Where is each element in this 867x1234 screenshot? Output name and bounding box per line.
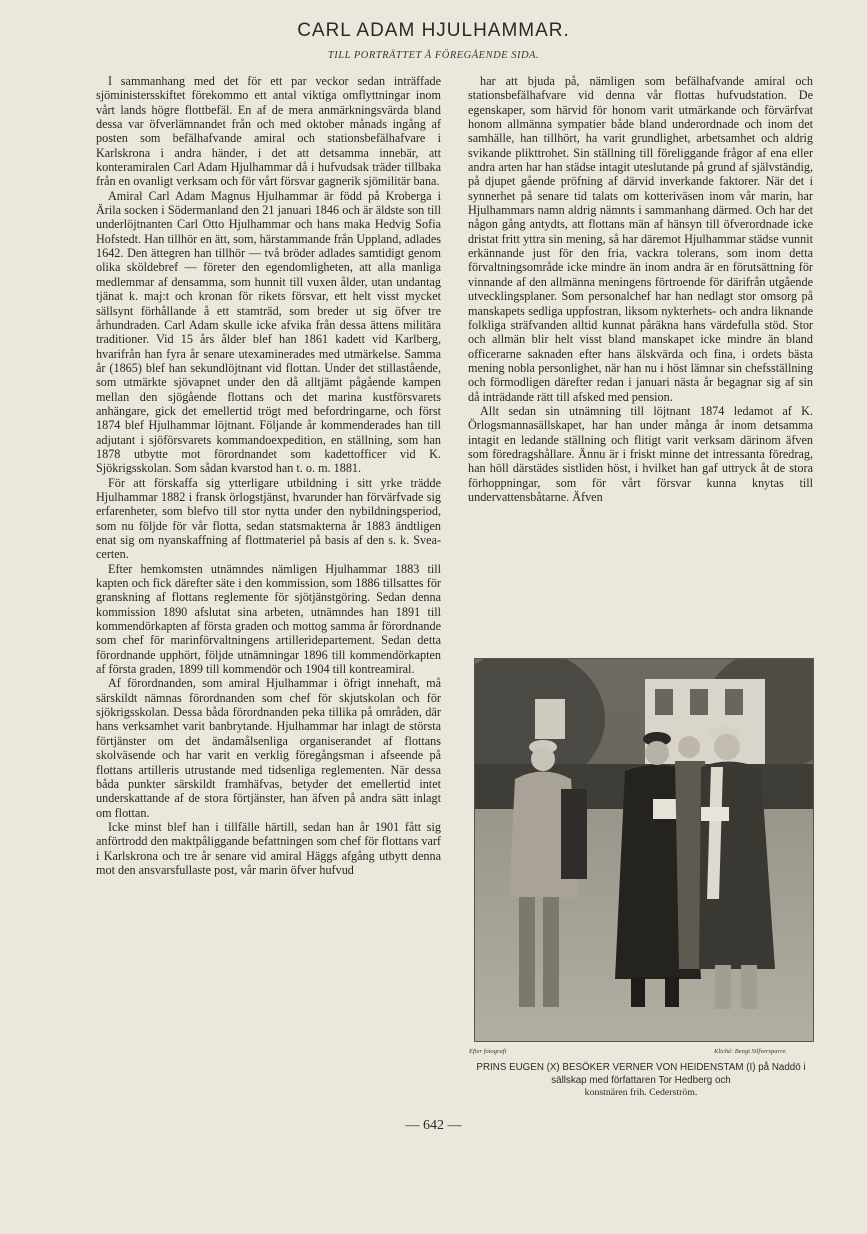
paragraph: För att förskaffa sig ytterligare utbildning i sitt yrke trädde Hjulhammar 1882 i fransk örlogstjänst, hvarunder han förvärfvade sig erfarenheter, som blefvo till stor nytta under den nybildningsperiod, som nu följde för vår flotta, sedan statsmakterna år 1883 ändtligen enat sig om nyanskaffning af flottmateriel på basis af den s. k. Svea-certen. xyxy=(96,475,441,562)
paragraph: Amiral Carl Adam Magnus Hjulhammar är född på Kroberga i Ärila socken i Södermanland den 21 januari 1846 och är äldste son till underlöjtnanten Carl Otto Hjulhammar och hans maka Hedvig Sofia Hofstedt. Han tillhör en ätt, som, härstammande från Uppland, adlades 1642. Den ättegren han tillhör — två bröder adlades samtidigt genom olika sköldebref — företer den egendomligheten, att alla manliga medlemmar af densamma, som hunnit till vuxen ålder, utan undantag tjänat k. maj:t och kronan för rikets försvar, ett helt visst mycket sällsynt förhållande å ett stamträd, som breder ut sig öfver tre århundraden. Carl Adam skulle icke afvika från dessa ättens militära traditioner. Vid 15 års ålder blef han 1861 kadett vid Karlberg, hvarifrån han fyra år senare utexaminerades med utmärkelse. Samma år (1865) blef han sekundlöjtnant vid flottan. Under det stillastående, som utmärkte sjövapnet under den då alltjämt pågående kampen mellan den sjögående flottans och det marina kustförsvarets anhängare, gick det emellertid trögt med befordringarne, och först 1874 blef Hjulhammar löjtnant. Följande år kommenderades han till adjutant i sjöförsvarets kommandoexpedition, en ställning, som han 1878 utbytte mot förordnandet som kadettofficer vid K. Sjökrigsskolan. Som sådan kvarstod han t. o. m. 1881. xyxy=(96,188,441,476)
paragraph: har att bjuda på, nämligen som befälhafvande amiral och stationsbefälhafvare vid denna vår flottas hufvudstation. De egenskaper, som härvid för honom varit utmärkande och förvärfvat honom allmänna sympatier både bland underordnade och inom det samhälle, han tillhört, ha varit grundlighet, arbetsamhet och aldrig svikande plikttrohet. Sin ställning till föreliggande frågor af ena eller andra arten har han städse intagit uteslutande på grund af självständig, på djupet gående pröfning af därvid inverkande faktorer. När det i synnerhet på senare tid talats om kotteriväsen inom vår marin, har Hjulhammars namn aldrig nämnts i sammanhang därmed. Och har det någon gång antydts, att flottans män af hänsyn till öfverordnade icke dristat fritt yttra sin mening, så har däremot Hjulhammar städse vunnit erkännande just för den fria, vackra tolerans, som inom detta förvaltningsområde icke mindre än inom andra är en förutsättning för vinnande af den allmänna meningens förtroende för därifrån utgående utvecklingsplaner. Som personalchef har han nedlagt stor omsorg på manskapets sedliga uppfostran, liksom nykterhets- och andra liknande folkliga sträfvanden alltid kunnat påräkna hans värdefulla stöd. Stor och allmän blir helt visst bland manskapet icke mindre än bland officerarne saknaden efter hans älskvärda och fina, i ordets bästa mening nobla personlighet, när han nu i höst lämnar sin chefsställning och förmodligen därefter redan i januari nästa år begagnar sig af sin då inträdande rätt till afsked med pension. xyxy=(468,74,813,404)
paragraph: Efter hemkomsten utnämndes nämligen Hjulhammar 1883 till kapten och fick därefter säte i den kommission, som 1886 tillsattes för granskning af flottans reglemente för sjötjänstgöring. Sedan denna kommission 1890 afslutat sina arbeten, utnämndes han 1891 till kommendörkapten af första graden och mottog samma år förordnande som chef för marinförvaltningens artilleridepartement. Sedan detta förordnande upphört, följde utnämningar 1896 till kommendörkapten af första graden, 1899 till kommendör och 1904 till kontreamiral. xyxy=(96,561,441,677)
article-title: CARL ADAM HJULHAMMAR. xyxy=(297,20,570,41)
caption-line: konstnären frih. Cederström. xyxy=(584,1087,698,1098)
photo-illustration xyxy=(475,659,813,1041)
caption-line: PRINS EUGEN (X) BESÖKER VERNER VON HEIDENSTAM (I) på Naddö i sällskap med författaren Tor Hedberg och xyxy=(476,1062,806,1086)
photo-credit-right: Kliché: Bengt Silfversparre. xyxy=(714,1048,787,1055)
photo-caption xyxy=(466,1062,816,1100)
right-text-column xyxy=(468,74,813,644)
paragraph: Allt sedan sin utnämning till löjtnant 1874 ledamot af K. Örlogsmannasällskapet, har han under många år inom detsamma intagit en ledande ställning och flitigt varit verksam därinom äfven som föredragshållare. Ännu är i friskt minne det intressanta föredrag, han höll därstädes sistliden höst, i hvilket han gaf uttryck åt de stora förhoppningar, som för vårt försvar kunna knytas till undervattensbåtarne. Äfven xyxy=(468,403,813,504)
paragraph: Icke minst blef han i tillfälle härtill, sedan han år 1901 fått sig anförtrodd den maktpåliggande befattningen som chef för flottans varf i Karlskrona och tre år senare vid amiral Häggs afgång utbytt denna mot den ansvarsfullaste post, vår marin öfver hufvud xyxy=(96,819,441,877)
paragraph: Af förordnanden, som amiral Hjulhammar i öfrigt innehaft, må särskildt nämnas förordnanden som chef för skjutskolan och för sjökrigsskolan. Dessa båda förordnanden peka tillika på områden, där hans verksamhet varit banbrytande. Hjulhammar har inlagt de största förtjänster om det ändamålsenliga organiserandet af flottans skolväsende och har varit en verklig föregångsman i afseende på flottans artilleris utrustande med tidsenliga reglementen. När dessa båda punkter särskildt framhäfvas, betyder det emellertid intet underskattande af de stora förtjänster, han äfven på andra sätt inlagt om flottan. xyxy=(96,676,441,820)
left-text-column xyxy=(96,74,441,1114)
photo-credit-left: Efter fotografi xyxy=(469,1048,507,1055)
photograph xyxy=(474,658,814,1042)
paragraph: I sammanhang med det för ett par veckor sedan inträffade sjöministersskiftet förekommo ett antal viktiga omflyttningar inom vårt lands högre flottbefäl. En af de mera anmärkningsvärda bland dessa var öfverlämnandet från och med oktober månads ingång af posten som befälhafvande amiral och stationsbefälhafvare i Karlskrona i andra händer, i det att detsamma innebär, att konteramiralen Carl Adam Hjulhammar då i hufvudsak träder tillbaka från en ovanligt verksam och för vårt försvar gagnerik sjömilitär bana. xyxy=(96,74,441,189)
page-number: — 642 — xyxy=(405,1118,462,1133)
article-subtitle: TILL PORTRÄTTET Å FÖREGÅENDE SIDA. xyxy=(327,50,540,61)
